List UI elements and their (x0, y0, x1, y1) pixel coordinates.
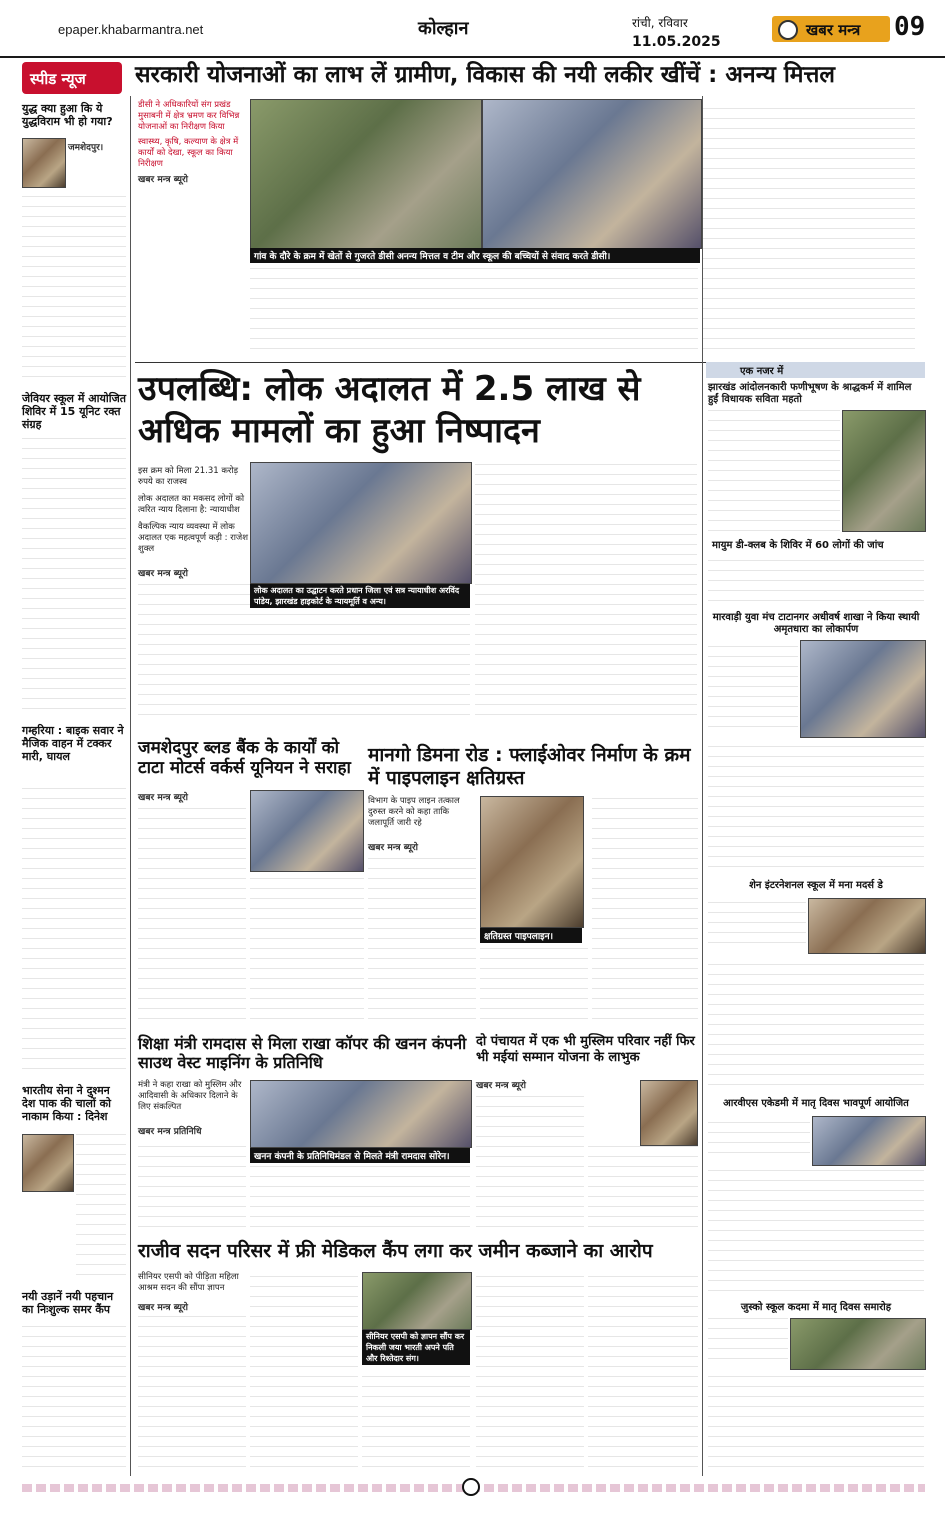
right-2-body (708, 556, 924, 610)
rajiv-body-1 (138, 1316, 246, 1476)
rajiv-body-3 (362, 1372, 470, 1476)
brand-logo-icon (778, 20, 798, 40)
blood-body-2 (250, 874, 364, 1028)
lead-caption: गांव के दौरे के क्रम में खेतों से गुजरते डीसी अनन्य मित्तल व टीम और स्कूल की बच्चियों से संवाद करते डीसी। (250, 248, 700, 263)
left-story-3-body (22, 788, 126, 1078)
mango-body-2 (480, 946, 588, 1028)
right-5-photo (812, 1116, 926, 1166)
right-6-headline: जुस्को स्कूल कदमा में मातृ दिवस समारोह (740, 1302, 892, 1313)
left-story-4-headline: भारतीय सेना ने दुश्मन देश पाक की चालों को नाकाम किया : दिनेश (22, 1084, 111, 1124)
rajiv-photo (362, 1272, 472, 1330)
right-3-body (708, 640, 798, 736)
right-1-body (708, 410, 840, 540)
right-4-headline: शेन इंटरनेशनल स्कूल में मना मदर्स डे (749, 880, 883, 891)
mango-caption: क्षतिग्रस्त पाइपलाइन। (480, 928, 582, 943)
right-6-photo (790, 1318, 926, 1370)
rajiv-bullet: सीनियर एसपी को पीड़िता महिला आश्रम सदन की सौंपा ज्ञापन (138, 1272, 239, 1293)
blood-body-1 (138, 806, 246, 1028)
issue-date: 11.05.2025 (632, 34, 721, 50)
right-4-body (708, 898, 806, 952)
muslim-photo (640, 1080, 698, 1146)
rajiv-body-2 (250, 1272, 358, 1476)
lok-body-1 (138, 584, 250, 724)
lok-body-2 (250, 612, 470, 724)
rakha-headline: शिक्षा मंत्री रामदास से मिला राखा कॉपर की खनन कंपनी साउथ वेस्ट माइनिंग के प्रतिनिधि (138, 1034, 467, 1073)
blood-photo (250, 790, 364, 872)
mango-byline: खबर मन्त्र ब्यूरो (368, 843, 418, 853)
right-4-photo (808, 898, 926, 954)
lead-bullets: डीसी ने अधिकारियों संग प्रखंड मुसाबनी में क्षेत्र भ्रमण कर विभिन्न योजनाओं का निरीक्षण किया स्वास्थ्य, कृषि, कल्याण के क्षेत्र में कार्यों को देखा, स्कूल का किया निरीक्षण (138, 100, 240, 169)
lead-body-3 (703, 99, 915, 358)
rajiv-body-5 (588, 1272, 698, 1476)
left-story-4-photo (22, 1134, 74, 1192)
muslim-headline: दो पंचायत में एक भी मुस्लिम परिवार नहीं फिर भी मईयां सम्मान योजना के लाभुक (476, 1034, 695, 1065)
lead-body-1 (138, 190, 246, 358)
rakha-byline: खबर मन्त्र प्रतिनिधि (138, 1127, 202, 1137)
left-story-5-body (22, 1326, 126, 1476)
lead-byline: खबर मन्त्र ब्यूरो (138, 175, 188, 185)
right-1-headline: झारखंड आंदोलनकारी फणीभूषण के श्राद्धकर्म में शामिल हुईं विधायक सविता महतो (708, 382, 912, 405)
lok-bullets: इस क्रम को मिला 21.31 करोड़ रुपये का राजस्व लोक अदालत का मकसद लोगों को त्वरित न्याय दिलाना है: न्यायाधीश वैकल्पिक न्याय व्यवस्था में लोक अदालत एक महत्वपूर्ण कड़ी : राजेश शुक्ल (138, 466, 249, 554)
right-6-body-2 (708, 1372, 924, 1476)
left-story-1-byline: जमशेदपुर। (68, 143, 104, 153)
blood-headline: जमशेदपुर ब्लड बैंक के कार्यों को टाटा मोटर्स वर्कर्स यूनियन ने सराहा (138, 738, 351, 779)
column-divider (130, 96, 131, 1476)
mango-photo (480, 796, 584, 928)
lead-body-2 (250, 266, 698, 358)
speed-news-badge: स्पीड न्यूज (22, 62, 122, 94)
rajiv-headline: राजीव सदन परिसर में फ्री मेडिकल कैंप लगा कर जमीन कब्जाने का आरोप (138, 1240, 653, 1262)
left-story-1-body (22, 190, 126, 386)
muslim-body-1 (476, 1094, 584, 1236)
column-divider-right (702, 96, 703, 1476)
right-5-headline: आरवीएस एकेडमी में मातृ दिवस भावपूर्ण आयोजित (723, 1098, 909, 1109)
ek-nazar-bar: एक नजर में (706, 362, 925, 378)
right-6-body (708, 1318, 788, 1368)
lead-photo-school (482, 99, 702, 249)
left-story-1-photo (22, 138, 66, 188)
blood-byline: खबर मन्त्र ब्यूरो (138, 793, 188, 803)
place-day: रांची, रविवार (632, 16, 688, 30)
rakha-body-1 (138, 1140, 246, 1236)
page-header (0, 0, 945, 58)
section-title: कोल्हान (418, 18, 469, 39)
rajiv-body-4 (476, 1272, 584, 1476)
right-3-headline: मारवाड़ी युवा मंच टाटानगर अधीवर्ष शाखा ने किया स्थायी अमृतधारा का लोकार्पण (712, 612, 920, 635)
lok-headline: उपलब्धि: लोक अदालत में 2.5 लाख से अधिक मामलों का हुआ निष्पादन (138, 369, 641, 451)
lok-body-3 (475, 462, 697, 724)
mango-body-3 (592, 796, 698, 1028)
lead-photo-field (250, 99, 482, 249)
right-2-headline: मायुम डी-क्लब के शिविर में 60 लोगों की जांच (712, 540, 884, 551)
muslim-byline: खबर मन्त्र ब्यूरो (476, 1081, 526, 1091)
left-story-3-headline: गम्हरिया : बाइक सवार ने मैजिक वाहन में टक्कर मारी, घायल (22, 724, 124, 764)
muslim-body-2 (588, 1146, 698, 1236)
left-story-1-headline: युद्ध क्या हुआ कि ये युद्धविराम भी हो गया? (22, 102, 113, 129)
left-story-2-body (22, 436, 126, 718)
registration-mark-icon (462, 1478, 480, 1496)
right-3-body-2 (708, 740, 924, 876)
left-story-5-headline: नयी उड़ानें नयी पहचान का निःशुल्क समर कैंप (22, 1290, 114, 1317)
rajiv-caption: सीनियर एसपी को ज्ञापन सौंप कर निकली जया भारती अपने पति और रिश्तेदार संग। (362, 1330, 470, 1365)
lok-byline: खबर मन्त्र ब्यूरो (138, 569, 188, 579)
right-4-body-2 (708, 956, 924, 1094)
brand-name: खबर मन्त्र (806, 21, 861, 39)
rajiv-byline: खबर मन्त्र ब्यूरो (138, 1303, 188, 1313)
rakha-bullet: मंत्री ने कहा राखा को मुस्लिम और आदिवासी के अधिकार दिलाने के लिए संकल्पित (138, 1080, 242, 1112)
mango-headline: मानगो डिमना रोड : फ्लाईओवर निर्माण के क्रम में पाइपलाइन क्षतिग्रस्त (368, 744, 691, 789)
page-number: 09 (894, 12, 926, 42)
right-3-photo (800, 640, 926, 738)
right-5-body-2 (708, 1166, 924, 1300)
rakha-caption: खनन कंपनी के प्रतिनिधिमंडल से मिलते मंत्री रामदास सोरेन। (250, 1148, 470, 1163)
rakha-photo (250, 1080, 472, 1148)
rakha-body-2 (250, 1164, 470, 1236)
lead-headline: सरकारी योजनाओं का लाभ लें ग्रामीण, विकास की नयी लकीर खींचें : अनन्य मित्तल (135, 62, 836, 88)
mango-body-1 (368, 856, 476, 1028)
left-story-2-headline: जेवियर स्कूल में आयोजित शिविर में 15 यूनिट रक्त संग्रह (22, 392, 127, 432)
right-5-body (708, 1116, 810, 1162)
right-1-photo (842, 410, 926, 532)
mango-bullet: विभाग के पाइप लाइन तत्काल दुरुस्त करने को कहा ताकि जलापूर्ति जारी रहे (368, 796, 460, 828)
left-story-4-body (76, 1134, 126, 1284)
lok-caption: लोक अदालत का उद्घाटन करते प्रधान जिला एवं सत्र न्यायाधीश अरविंद पांडेय, झारखंड हाइकोर्ट के न्यायमूर्ति व अन्य। (250, 584, 470, 608)
lok-photo (250, 462, 472, 584)
site-url[interactable]: epaper.khabarmantra.net (58, 22, 204, 37)
